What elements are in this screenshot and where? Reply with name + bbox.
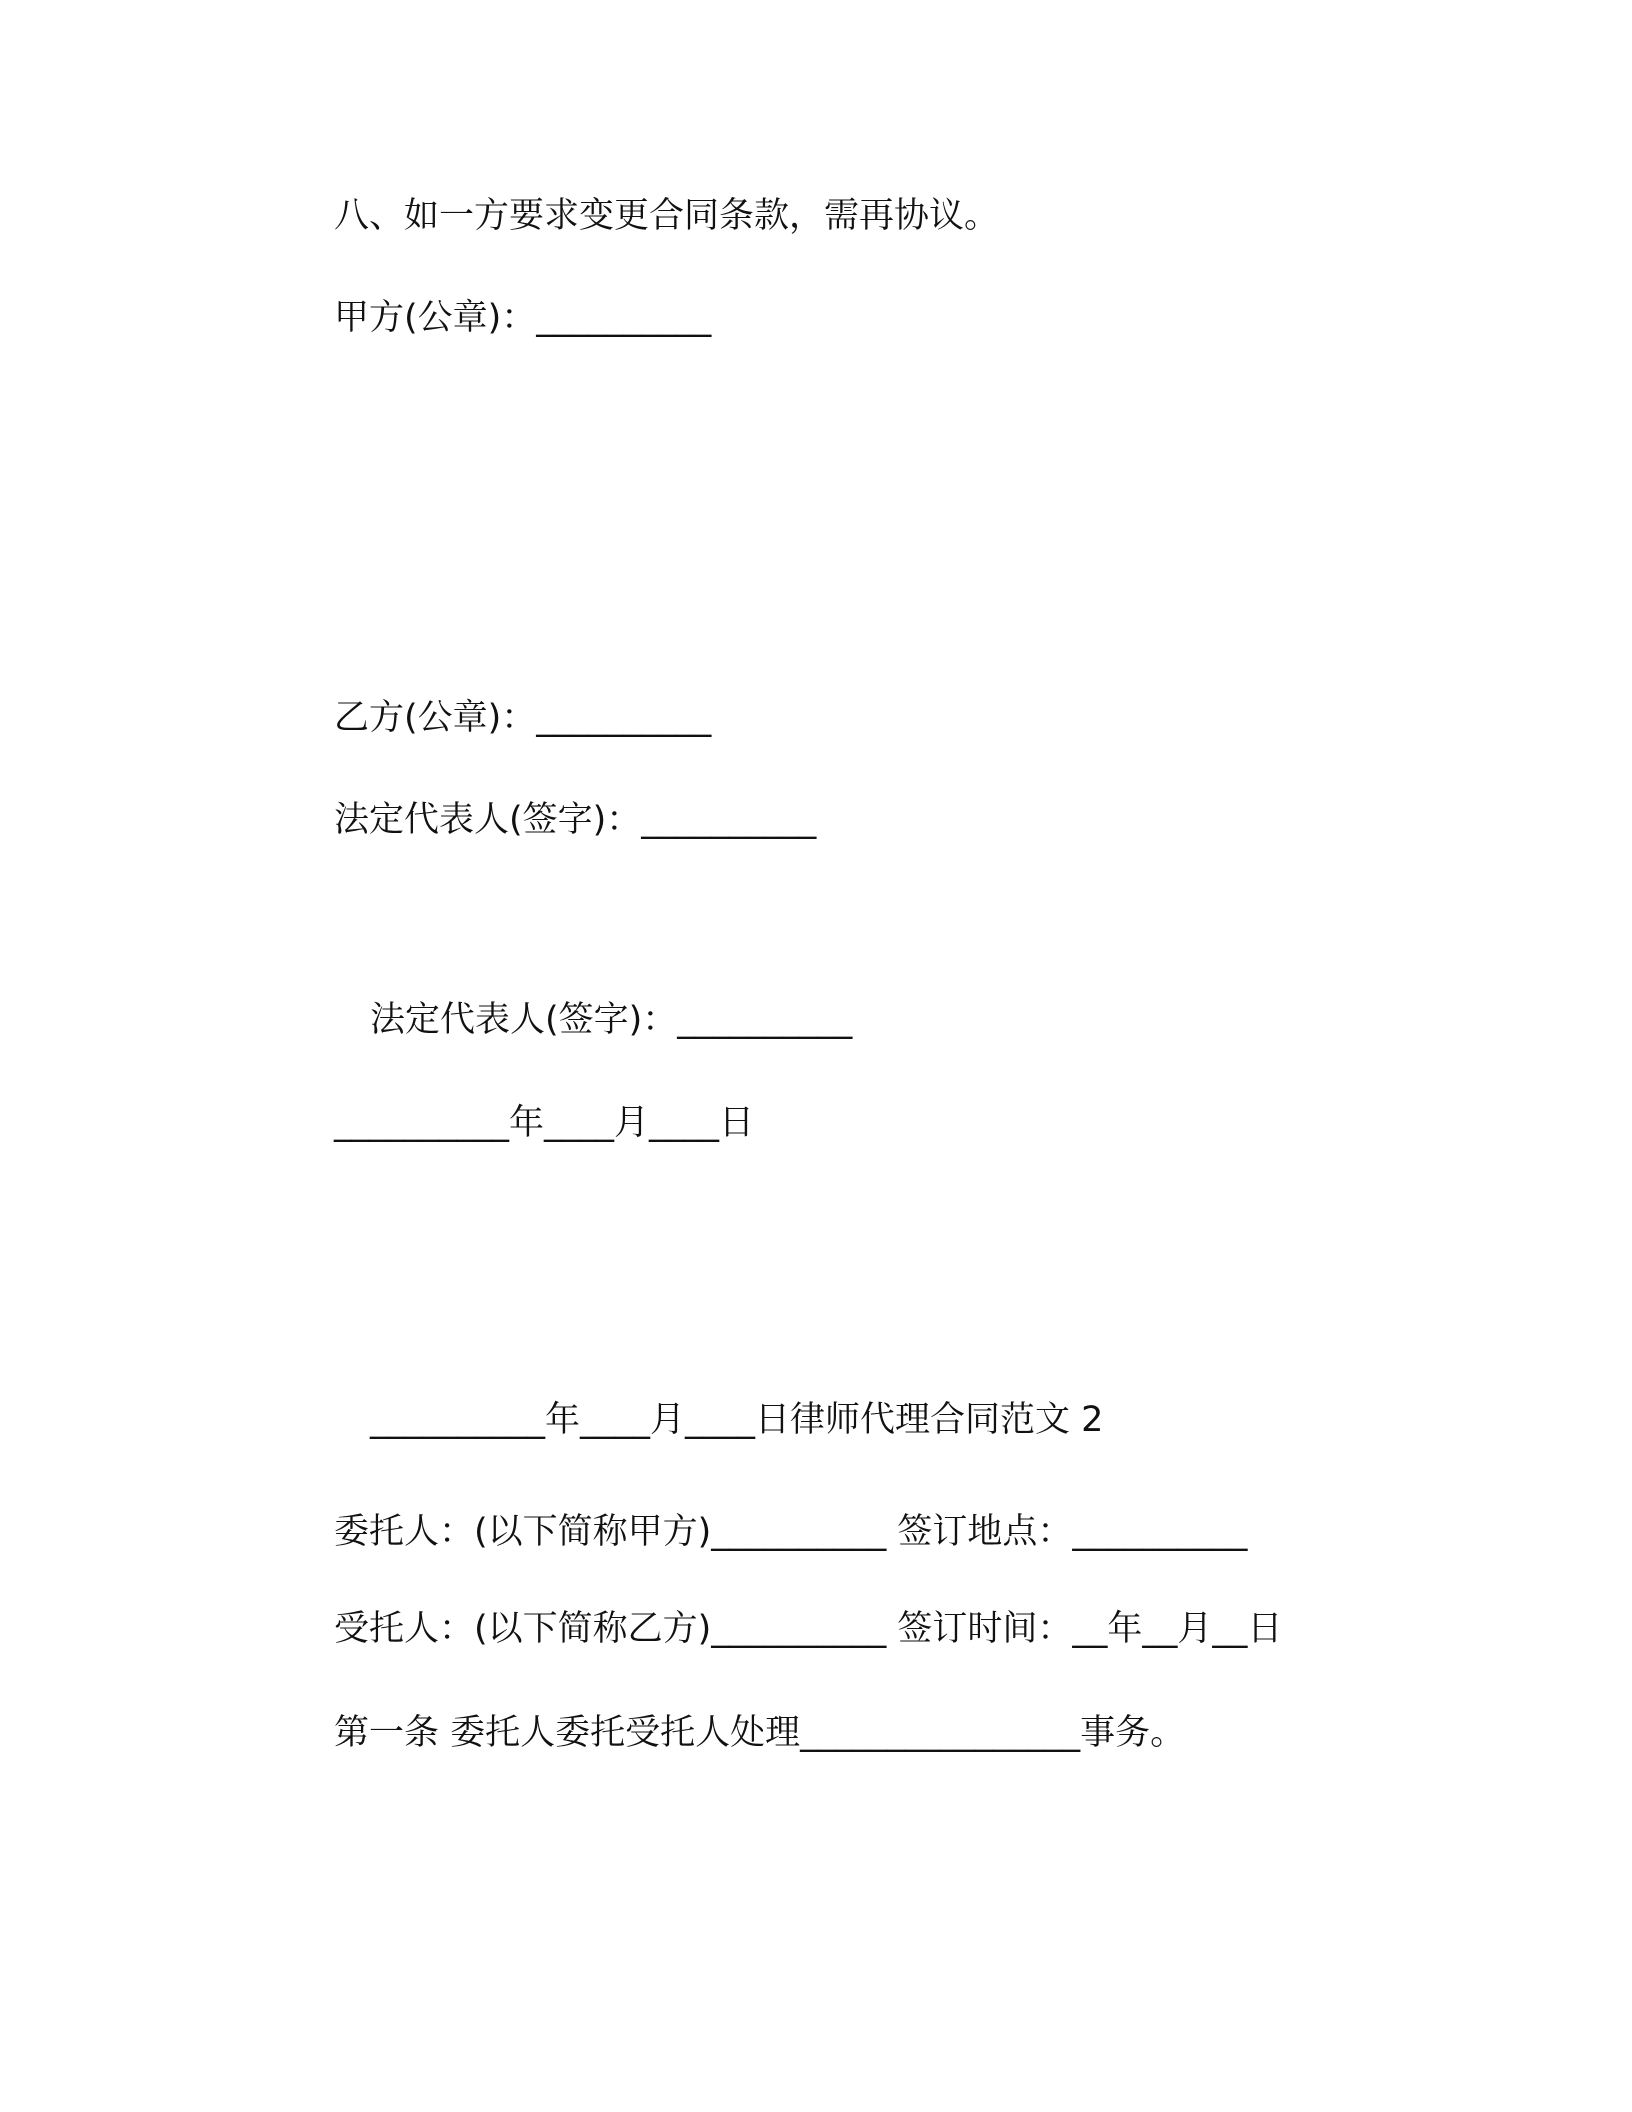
legal-representative-signature-line-1: 法定代表人(签字)：__________ xyxy=(334,800,817,840)
date-line: __________年____月____日 xyxy=(334,1103,755,1143)
agent-and-signing-time-line: 受托人：(以下简称乙方)__________ 签订时间：__年__月__日 xyxy=(334,1609,1283,1649)
client-and-signing-place-line: 委托人：(以下简称甲方)__________ 签订地点：__________ xyxy=(334,1512,1248,1552)
legal-representative-signature-line-2: 法定代表人(签字)：__________ xyxy=(370,1000,853,1040)
section-title-line: __________年____月____日律师代理合同范文 2 xyxy=(370,1400,1104,1440)
party-b-seal-line: 乙方(公章)：__________ xyxy=(334,698,712,738)
party-a-seal-line: 甲方(公章)：__________ xyxy=(334,298,712,338)
article-one-line: 第一条 委托人委托受托人处理________________事务。 xyxy=(334,1713,1186,1753)
clause-eight-text: 八、如一方要求变更合同条款，需再协议。 xyxy=(334,196,1000,236)
